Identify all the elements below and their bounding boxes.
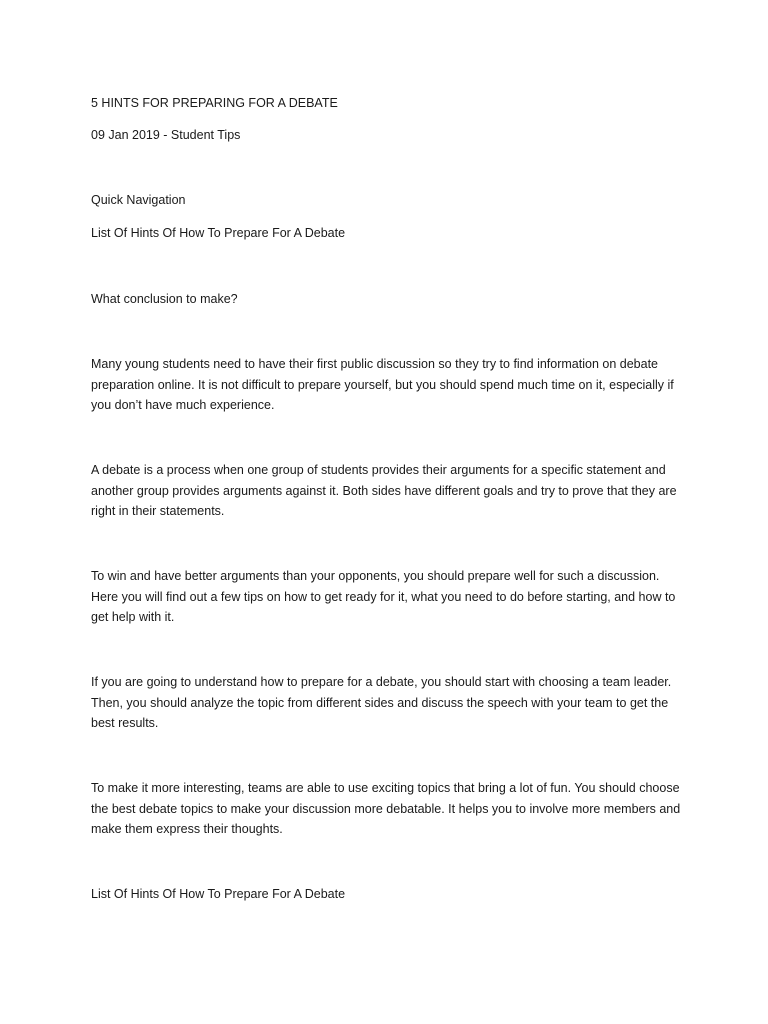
paragraph-win: To win and have better arguments than your opponents, you should prepare well for such a discussion. Here you will find out a few tips on how to get ready for it, what you need to do before starting, and how to get help with it.: [91, 569, 676, 624]
paragraph-intro: Many young students need to have their first public discussion so they try to find information on debate preparation online. It is not difficult to prepare yourself, but you should spend much time on it, especially if you don’t have much experience.: [91, 357, 674, 412]
section-heading-hints: List Of Hints Of How To Prepare For A Debate: [91, 887, 346, 901]
paragraph-topics: To make it more interesting, teams are able to use exciting topics that bring a lot of fun. You should choose the best debate topics to make your discussion more debatable. It helps you to involve more members and make them express their thoughts.: [91, 781, 681, 836]
post-meta: 09 Jan 2019 - Student Tips: [91, 128, 241, 142]
nav-item-conclusion[interactable]: What conclusion to make?: [91, 292, 238, 306]
paragraph-team-leader: If you are going to understand how to prepare for a debate, you should start with choosing a team leader. Then, you should analyze the topic from different sides and discuss the speech with your team to get the best results.: [91, 675, 672, 730]
page-title: 5 HINTS FOR PREPARING FOR A DEBATE: [91, 96, 338, 110]
nav-item-hints-list[interactable]: List Of Hints Of How To Prepare For A Debate: [91, 226, 346, 240]
quick-navigation-heading: Quick Navigation: [91, 193, 186, 207]
paragraph-definition: A debate is a process when one group of students provides their arguments for a specific statement and another group provides arguments against it. Both sides have different goals and try to prove that they are right in their statements.: [91, 463, 677, 518]
